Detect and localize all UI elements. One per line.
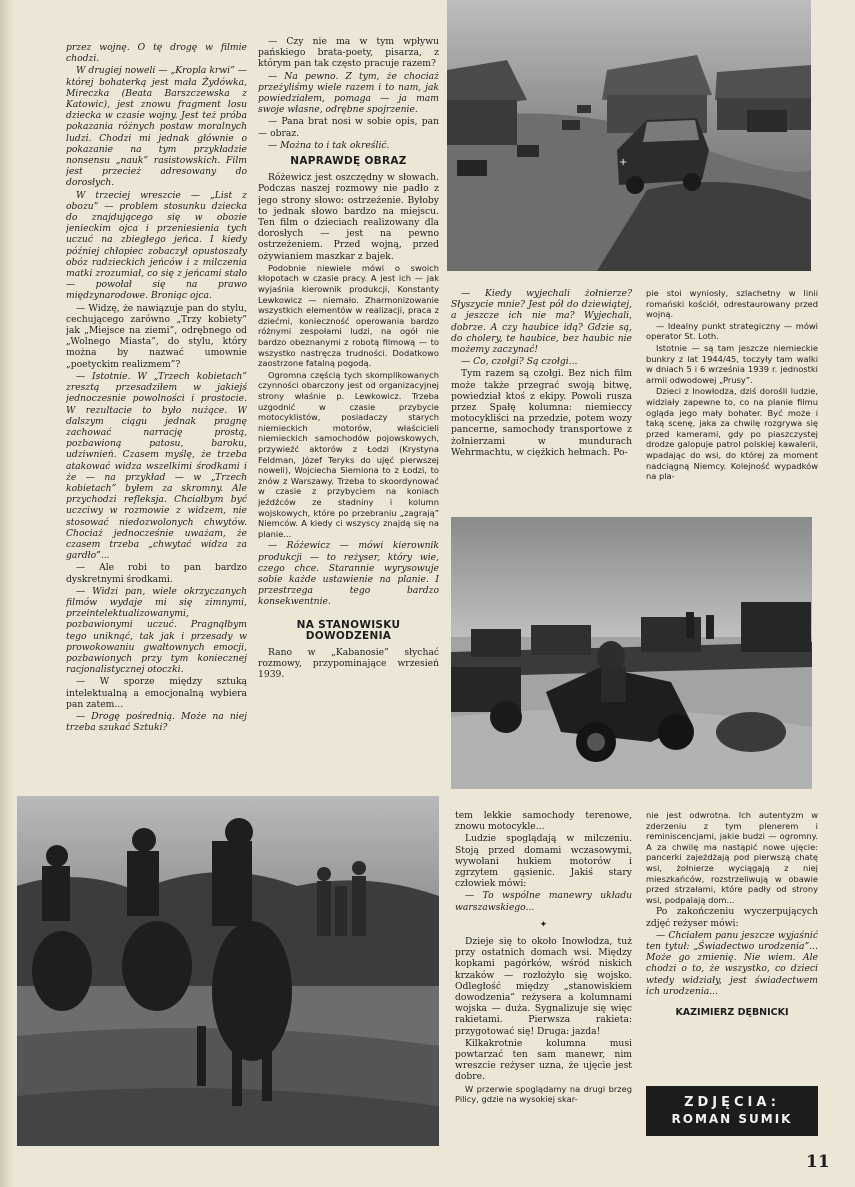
paragraph: — Idealny punkt strategiczny — mówi operator St. Loth. (646, 320, 818, 342)
paragraph: Różewicz jest oszczędny w słowach. Podczas naszej rozmowy nie padło z jego strony słowo: ostrzeżenie. Byłoby to jednak słowo bardzo na miejscu. Ten film o dzieciach realizowany dla dorosłych — jest na pewno ostrzeżeniem. Przed wojną, przed ożywianiem maszkar z bajek. (258, 172, 439, 262)
author-signature: KAZIMIERZ DĘBNICKI (675, 1006, 789, 1018)
paragraph: Podobnie niewiele mówi o swoich kłopotach w czasie pracy. A jest ich — jak wyjaśnia kierownik produkcji, Konstanty Lewkowicz — niemało. Zharmonizowanie wszystkich elementów w realizacji, praca z dziećmi, konieczność operowania bardzo różnymi zespołami ludzi, na ogół nie bardzo obeznanymi z robotą filmową — to wszystko nastręcza trudności. Dodatkowo zaostrzone fatalną pogodą. (258, 262, 439, 369)
svg-text:+: + (619, 157, 628, 168)
paragraph: — Kiedy wyjechali żołnierze? Słyszycie mnie? Jest pół do dziewiątej, a jeszcze ich nie ma? Wyjechali, dobrze. A czy haubice idą? Gdzie są, do cholery, te haubice, bez haubic nie możemy zaczynać! (451, 288, 632, 356)
paragraph: Istotnie — są tam jeszcze niemieckie bunkry z lat 1944/45, toczyły tam walki w dniach 5 i 6 września 1939 r. jednostki armii odwodowej „Prusy”. (646, 342, 818, 385)
page-number: 11 (806, 1152, 830, 1172)
paragraph: Ludzie spoglądają w milczeniu. Stoją przed domami wczasowymi, wywołani hukiem motorów i zgrzytem gąsienic. Jakiś stary człowiek mówi: (455, 833, 632, 890)
paragraph: — Na pewno. Z tym, że chociaż przeżyliśmy wiele razem i to nam, jak powiedziałem, pomaga — ja mam swoje własne, odrębne spojrzenie. (258, 70, 439, 116)
section-heading-na-stanowisku-dowodzenia: NA STANOWISKU DOWODZENIA (296, 618, 401, 642)
article-column-2 (258, 36, 439, 786)
article-column-3-upper (451, 288, 632, 508)
photo-credit-box (646, 1086, 818, 1136)
paragraph: — Różewicz — mówi kierownik produkcji — to reżyser, który wie, czego chce. Starannie wyrysowuje sobie każde ustawienie na planie. I przestrzega tego bardzo konsekwentnie. (258, 540, 439, 608)
paragraph: Dzieje się to około Inowłodza, tuż przy ostatnich domach wsi. Między kopkami pagórków, wśród niskich krzaków — rozłożyło się wojsko. Odległość między „stanowiskiem dowodzenia” reżysera a kolumnami wojska — duża. Sygnalizuje się więc rakietami. Pierwsza rakieta: przygotować się! Druga: jazda! (455, 936, 632, 1037)
photo-cavalry-patrol (17, 796, 439, 1146)
paragraph: nie jest odwrotna. Ich autentyzm w zderzeniu z tym plenerem i reminiscencjami, jakie budzi — ogromny. A za chwilę ma nastąpić nowe ujęcie: pancerki zajeżdżają pod pierwszą chatę wsi, żołnierze wyciągają z niej mieszkańców, rozstrzeliwują w obawie przed strzałami, które padły od strony wsi, podpalają dom... (646, 810, 818, 905)
paragraph: pie stoi wyniosły, szlachetny w linii romański kościół, odrestaurowany przed wojną. (646, 288, 818, 320)
paragraph: — Widzę, że nawiązuje pan do stylu, cechującego zarówno „Trzy kobiety” jak „Miejsce na ziemi”, odrębnego od „Wolnego Miasta”, do stylu, który można by nazwać umownie „poetyckim realizmem”? (66, 302, 247, 370)
article-column-3-lower (455, 810, 632, 1150)
paragraph: — Pana brat nosi w sobie opis, pan — obraz. (258, 116, 439, 139)
paragraph: Kilkakrotnie kolumna musi powtarzać ten sam manewr, nim wreszcie reżyser uzna, że ujęcie jest dobre. (455, 1037, 632, 1083)
photo-village-armoured-cars (447, 0, 811, 271)
page-edge-shadow (0, 0, 14, 1187)
paragraph: Po zakończeniu wyczerpujących zdjęć reżyser mówi: (646, 906, 818, 929)
paragraph: W trzeciej wreszcie — „List z obozu” — problem stosunku dziecka do znajdującego się w obozie jenieckim ojca i przeniesienia tych uczuć na zbiegłego jeńca. I kiedy później chłopiec zobaczył opustoszały obóz radzieckich jeńców i z milczenia matki zrozumiał, co się z jeńcami stało — powołał się na prawo międzynarodowe. Broniąc ojca. (66, 189, 247, 302)
paragraph: — Chciałem panu jeszcze wyjaśnić ten tytuł: „Świadectwo urodzenia”... Może go zmienię. Nie wiem. Ale chodzi o to, że wszystko, co dzieci wtedy widziały, jest świadectwem ich urodzenia... (646, 929, 818, 997)
paragraph: — Drogę pośrednią. Może na niej trzeba szukać Sztuki? (66, 710, 247, 734)
paragraph: W przerwie spoglądamy na drugi brzeg Pilicy, gdzie na wysokiej skar- (455, 1083, 632, 1105)
article-column-4-upper (646, 288, 818, 508)
section-heading-naprawde-obraz: NAPRAWDĘ OBRAZ (290, 155, 407, 168)
paragraph: — Czy nie ma w tym wpływu pańskiego brata-poety, pisarza, z którym pan tak często pracuje razem? (258, 36, 439, 70)
paragraph: Ogromna częścią tych skomplikowanych czynności obarczony jest od organizacyjnej strony właśnie p. Lewkowicz. Trzeba uzgodnić w czasie przybycie motocyklistów, posiadaczy starych niemieckich motorów, właścicieli niemieckich samochodów pojowskowych, przywieźć aktorów z Łodzi (Krystyna Feldman, Józef Teryks do ujęć pierwszej noweli), Wojciecha Siemiona to z Łodzi, to znów z Warszawy. Trzeba to skoordynować w czasie z przybyciem na koniach jeźdźców ze stadniny i kolumn wojskowych, które po przebraniu „zagrają” Niemców. A kiedy ci wszyscy znajdą się na planie... (258, 369, 439, 539)
paragraph: W drugiej noweli — „Kropla krwi” — której bohaterką jest mała Żydówka, Mireczka (Beata Barszczewska z Katowic), jest znowu fragment losu dziecka w czasie wojny. Jest też próba pokazania różnych postaw moralnych ludzi. Chodzi mi jednak głównie o pokazanie na tym przykładzie nonsensu „nauk” rasistowskich. Film jest przecież adresowany do dorosłych. (66, 65, 247, 189)
article-column-4-lower (646, 810, 818, 1070)
paragraph: — Co, czołgi? Są czołgi... (461, 356, 578, 368)
paragraph: Dzieci z Inowłodza, dziś dorośli ludzie, widziały zapewne to, co na planie filmu ogląda jego mały bohater. Być może i taką scenę, jaka za chwilę rozgrywa się przed kamerami, gdy po piaszczystej drodze galopuje patrol polskiej kawalerii, wpadając do wsi, do której za moment nadciągną Niemcy. Kolejność wypadków na pla- (646, 386, 818, 482)
paragraph: — W sporze między sztuką intelektualną a emocjonalną wybiera pan zatem... (66, 676, 247, 710)
paragraph: — Ale robi to pan bardzo dyskretnymi środkami. (66, 562, 247, 585)
paragraph: — Istotnie. W „Trzech kobietach” zresztą przesadziłem w jakiejś jednoczesnie powolności i prostocie. W rezultacie to było nużące. W dalszym ciągu jednak pragnę zachować narrację prostą, pozbawioną patosu, baroku, udziwnień. Czasem myślę, że trzeba atakować widza wszelkimi środkami i że — na przykład — w „Trzech kobietach” byłem za skromny. Ale przychodzi refleksja. Chciałbym być uczciwy w rozmowie z widzem, nie stosować niedozwolonych chwytów. Chociaż jednocześnie uważam, że czasem trzeba „chwytać widza za gardło”... (66, 370, 247, 562)
photo-motorcycle-column (451, 517, 812, 789)
paragraph: tem lekkie samochody terenowe, znowu motocykle... (455, 810, 632, 833)
paragraph: Tym razem są czołgi. Bez nich film może także przegrać swoją bitwę, powiedział ktoś z ekipy. Powoli rusza przez Spałę kolumna: niemieccy motocykliści na przedzie, potem wozy pancerne, samochody transportowe z żołnierzami w mundurach Wehrmachtu, w ciężkich hełmach. Po- (451, 368, 632, 458)
paragraph: Rano w „Kabanosie” słychać rozmowy, przypominające wrzesień 1939. (258, 646, 439, 681)
paragraph: przez wojnę. O tę drogę w filmie chodzi. (66, 42, 247, 65)
paragraph: — To wspólne manewry układu warszawskiego... (455, 890, 632, 913)
section-separator-star: ✦ (539, 918, 548, 930)
paragraph: — Można to i tak określić. (268, 139, 390, 151)
photo-credit-label: ZDJĘCIA: (684, 1095, 780, 1110)
article-column-1 (66, 42, 247, 787)
paragraph: — Widzi pan, wiele okrzyczanych filmów wydaje mi się zimnymi, przeintelektualizowanymi, pozbawionymi uczuć. Pragnąłbym tego uniknąć, tak jak i przesady w prowokowaniu gwałtownych emocji, pozbawionych przy tym koniecznej racjonalistycznej otoczki. (66, 585, 247, 676)
photo-credit-name: ROMAN SUMIK (671, 1112, 793, 1126)
